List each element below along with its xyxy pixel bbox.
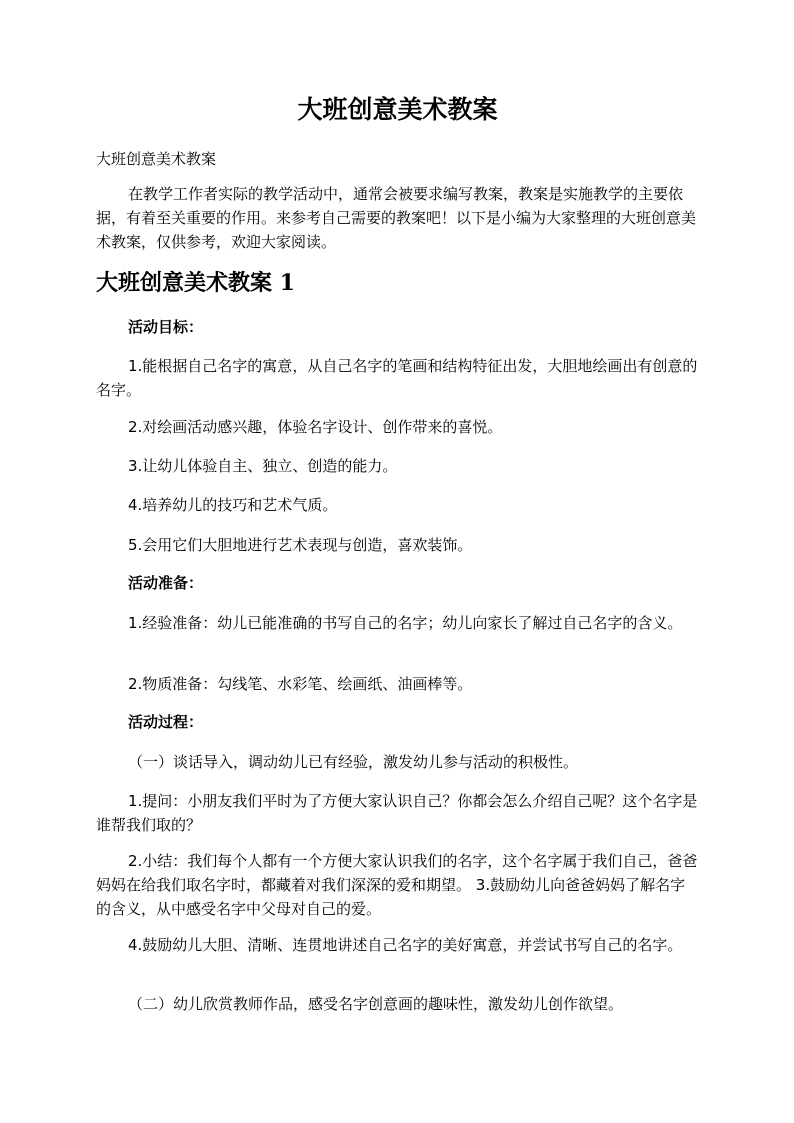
process-item: 2.小结：我们每个人都有一个方便大家认识我们的名字，这个名字属于我们自己，爸爸妈妈在给我们取名字时，都藏着对我们深深的爱和期望。 3.鼓励幼儿向爸爸妈妈了解名字的含义，从中感受名字中父母对自己的爱。 bbox=[96, 852, 698, 918]
goal-item: 1.能根据自己名字的寓意，从自己名字的笔画和结构特征出发，大胆地绘画出有创意的名字。 bbox=[96, 357, 698, 399]
process-item: （一）谈话导入，调动幼儿已有经验，激发幼儿参与活动的积极性。 bbox=[128, 753, 579, 771]
document-title: 大班创意美术教案 bbox=[297, 95, 498, 124]
goal-item: 4.培养幼儿的技巧和艺术气质。 bbox=[128, 496, 338, 514]
process-label: 活动过程： bbox=[128, 713, 204, 731]
section-heading: 大班创意美术教案 1 bbox=[96, 270, 295, 296]
subtitle-line: 大班创意美术教案 bbox=[96, 150, 217, 168]
prep-item: 2.物质准备：勾线笔、水彩笔、绘画纸、油画棒等。 bbox=[128, 675, 473, 693]
goal-item: 2.对绘画活动感兴趣，体验名字设计、创作带来的喜悦。 bbox=[128, 418, 503, 436]
prep-item: 1.经验准备：幼儿已能准确的书写自己的名字；幼儿向家长了解过自己名字的含义。 bbox=[128, 614, 683, 632]
goal-item: 3.让幼儿体验自主、独立、创造的能力。 bbox=[128, 457, 398, 475]
goal-item: 5.会用它们大胆地进行艺术表现与创造，喜欢装饰。 bbox=[128, 536, 473, 554]
process-item: 4.鼓励幼儿大胆、清晰、连贯地讲述自己名字的美好寓意，并尝试书写自己的名字。 bbox=[128, 936, 683, 954]
process-item: 1.提问：小朋友我们平时为了方便大家认识自己？你都会怎么介绍自己呢？这个名字是谁帮我们取的？ bbox=[96, 792, 698, 834]
goals-label: 活动目标： bbox=[128, 318, 204, 336]
prep-label: 活动准备： bbox=[128, 574, 204, 592]
intro-paragraph: 在教学工作者实际的教学活动中，通常会被要求编写教案，教案是实施教学的主要依据，有着至关重要的作用。来参考自己需要的教案吧！以下是小编为大家整理的大班创意美术教案，仅供参考，欢迎大家阅读。 bbox=[96, 185, 697, 251]
process-item: （二）幼儿欣赏教师作品，感受名字创意画的趣味性，激发幼儿创作欲望。 bbox=[128, 995, 624, 1013]
